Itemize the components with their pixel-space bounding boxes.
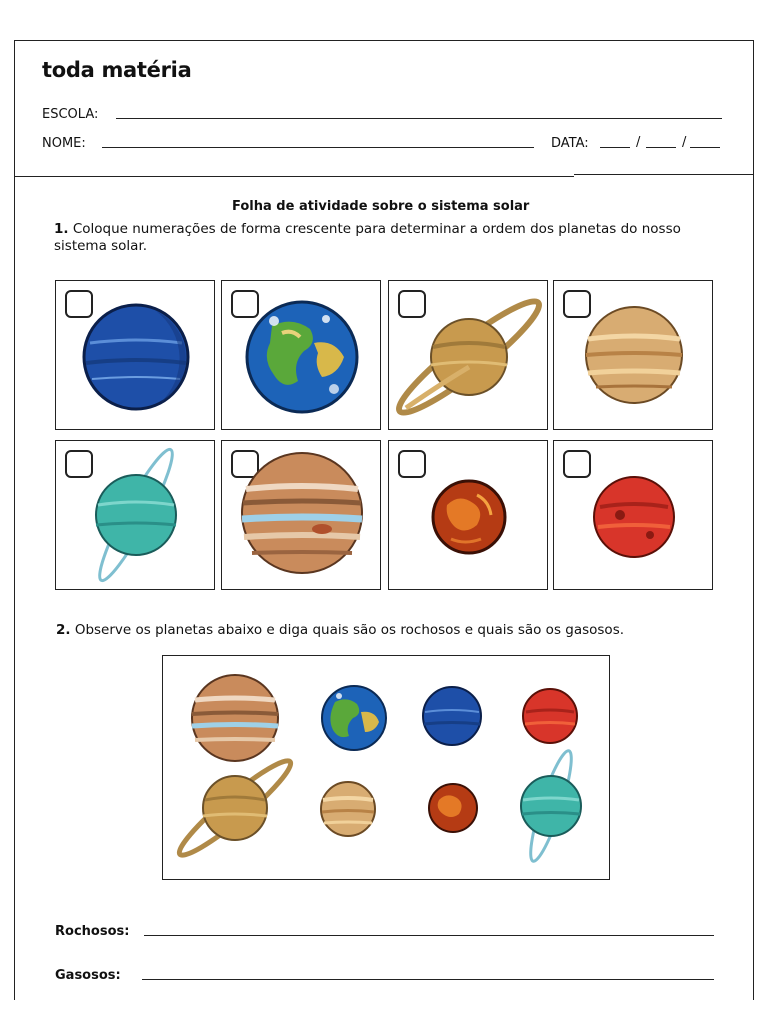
planet-card-venus [553,280,713,430]
worksheet-title: Folha de atividade sobre o sistema solar [232,199,530,214]
date-year-field[interactable] [690,147,720,148]
planet-card-mercury [388,440,548,590]
question-text: Observe os planetas abaixo e diga quais são os rochosos e quais são os gasosos. [74,622,625,638]
planet-card-saturn [388,280,548,430]
mars-illustration [554,441,714,591]
planet-card-earth [221,280,381,430]
panel-saturn [172,753,298,864]
planet-card-mars [553,440,713,590]
school-field[interactable] [116,118,722,119]
panel-jupiter [192,675,278,761]
date-separator: / [682,135,687,150]
gas-label: Gasosos: [55,968,121,983]
venus-illustration [554,281,714,431]
planets-panel-illustration [163,656,611,881]
date-day-field[interactable] [600,147,630,148]
question-number: 1. [54,221,69,237]
uranus-illustration [56,441,216,591]
question-2 [56,622,624,638]
rocky-answer-line[interactable] [144,935,714,936]
jupiter-illustration [222,441,382,591]
saturn-illustration [389,281,549,431]
name-label: NOME: [42,136,86,151]
header-divider [14,176,574,177]
mercury-illustration [389,441,549,591]
earth-illustration [222,281,382,431]
date-label: DATA: [551,136,589,151]
panel-venus [321,782,375,836]
date-month-field[interactable] [646,147,676,148]
planet-card-uranus [55,440,215,590]
header-divider-right [574,174,754,175]
rocky-label: Rochosos: [55,924,130,939]
panel-earth [322,686,386,750]
question-1 [54,221,724,255]
school-label: ESCOLA: [42,107,99,122]
panel-uranus [521,748,581,865]
panel-mars [523,689,577,743]
planets-panel [162,655,610,880]
neptune-illustration [56,281,216,431]
planet-card-neptune [55,280,215,430]
date-separator: / [636,135,641,150]
brand-logo: toda matéria [42,58,192,82]
planet-card-jupiter [221,440,381,590]
question-number: 2. [56,622,71,638]
panel-mercury [429,784,477,832]
panel-neptune [423,687,481,745]
gas-answer-line[interactable] [142,979,714,980]
question-text: Coloque numerações de forma crescente para determinar a ordem dos planetas do nosso sistema solar. [54,221,681,254]
name-field[interactable] [102,147,534,148]
